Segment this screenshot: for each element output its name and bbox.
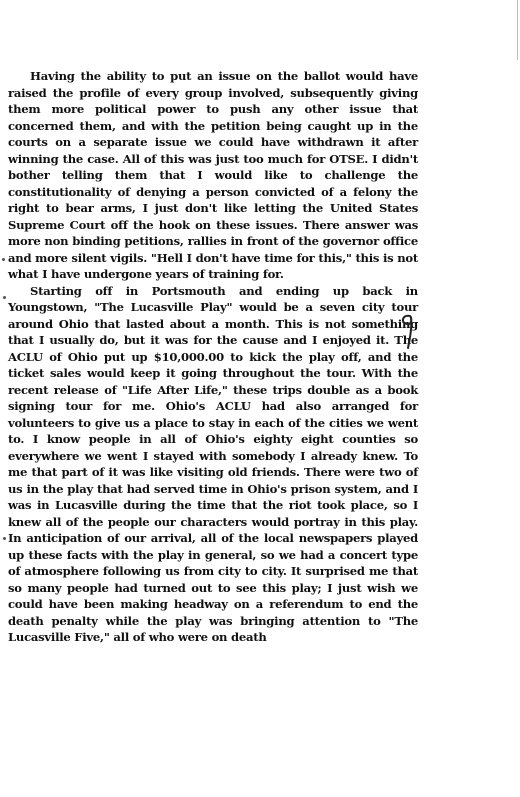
scan-speck xyxy=(3,537,6,540)
scan-speck xyxy=(3,296,6,299)
page-edge-shadow xyxy=(517,0,518,60)
scan-speck xyxy=(2,258,5,261)
paragraph-2: Starting off in Portsmouth and ending up back in Youngstown, "The Lucasville Play" would be a seven city tour around Ohio that lasted about a month. This is not something that I usually do, but it was for the cause and I enjoyed it. The ACLU of Ohio put up $10,000.00 to kick the play off, and the ticket sales would keep it going throughout the tour. With the recent release of "Life After Life," these trips double as a book signing tour for me. Ohio's ACLU had also arranged for volunteers to give us a place to stay in each of the cities we went to. I know people in all of Ohio's eighty eight counties so everywhere we went I stayed with somebody I already knew. To me that part of it was like visiting old friends. There were two of us in the play that had served time in Ohio's prison system, and I was in Lucasville during the time that the riot took place, so I knew all of the people our characters would portray in this play. In anticipation of our arrival, all of the local newspapers played up these facts with the play in general, so we had a concert type of atmosphere following us from city to city. It surprised me that so many people had turned out to see this play; I just wish we could have been making headway on a referendum to end the death penalty while the play was bringing attention to "The Lucasville Five," all of who were on death xyxy=(8,283,418,644)
body-text xyxy=(8,68,418,646)
handwritten-nine-icon xyxy=(396,310,418,350)
paragraph-1: Having the ability to put an issue on the ballot would have raised the profile of every group involved, subsequently giving them more political power to push any other issue that concerned them, and with the petition being caught up in the courts on a separate issue we could have withdrawn it after winning the case. All of this was just too much for OTSE. I didn't bother telling them that I would like to challenge the constitutionality of denying a person convicted of a felony the right to bear arms, I just don't like letting the United States Supreme Court off the hook on these issues. There answer was more non binding petitions, rallies in front of the governor office and more silent vigils. "Hell I don't have time for this," this is not what I have undergone years of training for. xyxy=(8,69,418,281)
